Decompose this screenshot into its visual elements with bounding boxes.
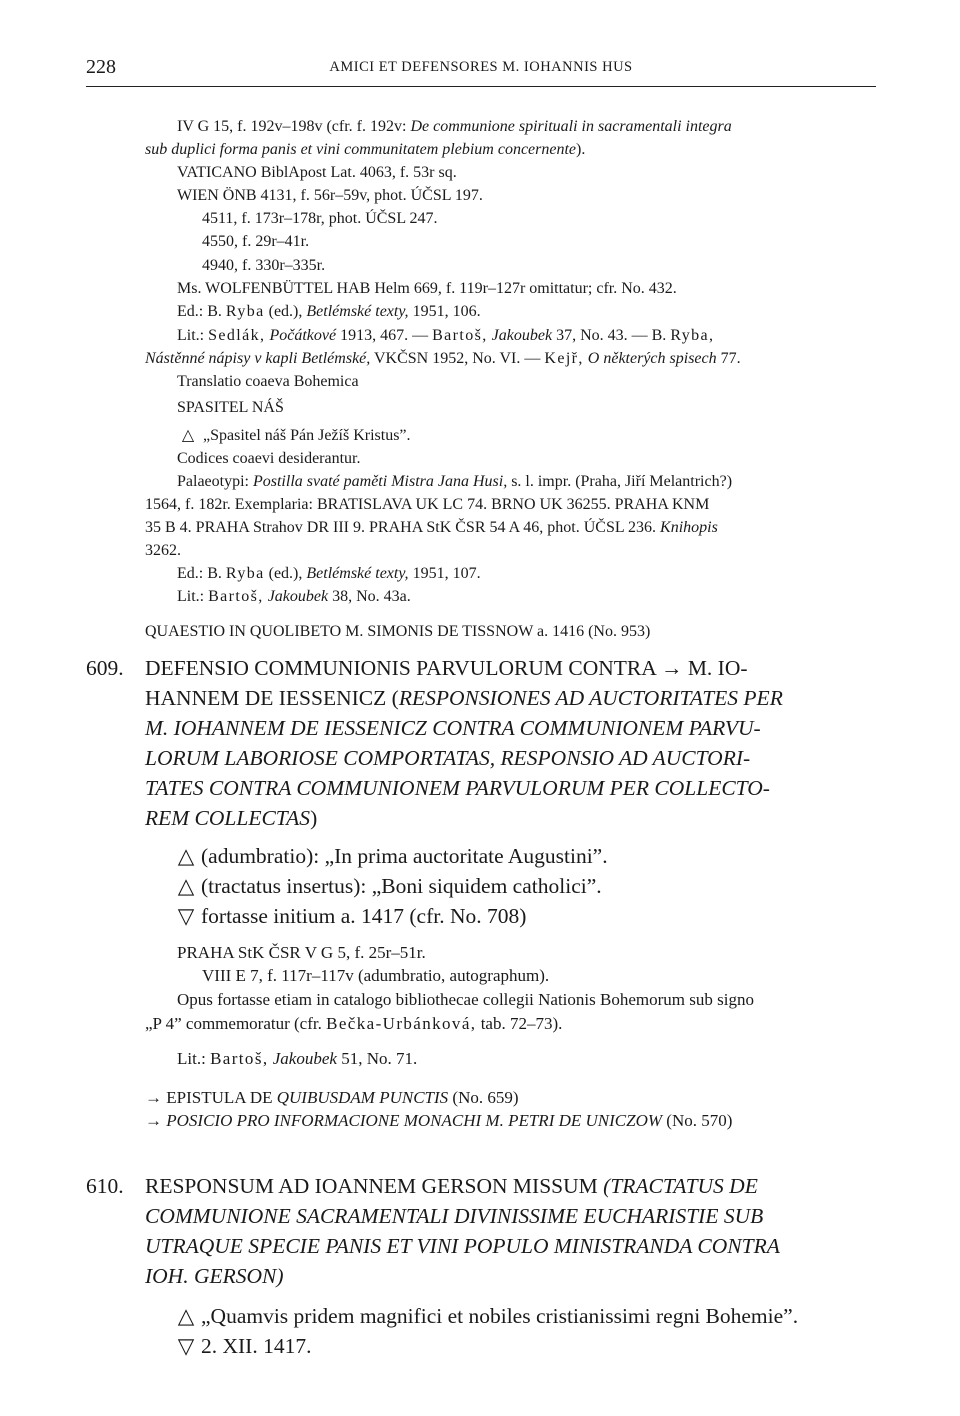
text-line: PRAHA StK ČSR V G 5, f. 25r–51r.	[177, 943, 426, 962]
text-line: sub duplici forma panis et vini communitatem plebium concernente).	[145, 141, 586, 158]
text-line: 35 B 4. PRAHA Strahov DR III 9. PRAHA StK ČSR 54 A 46, phot. ÚČSL 236. Knihopis	[145, 519, 718, 536]
arrow-icon: →	[145, 1111, 162, 1130]
text-line: VATICANO BiblApost Lat. 4063, f. 53r sq.	[177, 164, 457, 181]
entry-title: HANNEM DE IESSENICZ (RESPONSIONES AD AUCTORITATES PER	[145, 686, 783, 710]
entry-title: TATES CONTRA COMMUNIONEM PARVULORUM PER COLLECTO-	[145, 776, 770, 800]
triangle-up-icon: △	[181, 427, 195, 444]
edition-line: Ed.: B. Ryba (ed.), Betlémské texty, 1951, 107.	[177, 565, 481, 582]
entry-title: M. IOHANNEM DE IESSENICZ CONTRA COMMUNIONEM PARVU-	[145, 716, 761, 740]
literature-line: Lit.: Bartoš, Jakoubek 38, No. 43a.	[177, 588, 411, 605]
header-rule	[86, 86, 876, 87]
entry-title: LORUM LABORIOSE COMPORTATAS, RESPONSIO AD AUCTORI-	[145, 746, 751, 770]
text-line: Opus fortasse etiam in catalogo bibliothecae collegii Nationis Bohemorum sub signo	[177, 990, 754, 1009]
cross-reference: → POSICIO PRO INFORMACIONE MONACHI M. PETRI DE UNICZOW (No. 570)	[145, 1111, 733, 1130]
entry-number: 609.	[86, 656, 124, 680]
incipit-line: △ (tractatus insertus): „Boni siquidem catholici”.	[175, 872, 602, 900]
edition-line: Ed.: B. Ryba (ed.), Betlémské texty, 1951, 106.	[177, 303, 481, 320]
literature-line: Nástěnné nápisy v kapli Betlémské, VKČSN 1952, No. VI. — Kejř, O některých spisech 77.	[145, 350, 741, 367]
text-line: VIII E 7, f. 117r–117v (adumbratio, autographum).	[202, 966, 550, 985]
text-line: IV G 15, f. 192v–198v (cfr. f. 192v: De communione spirituali in sacramentali integra	[177, 118, 732, 135]
entry-title: COMMUNIONE SACRAMENTALI DIVINISSIME EUCHARISTIE SUB	[145, 1204, 764, 1228]
triangle-up-icon: △	[177, 874, 195, 898]
text-line: Ms. WOLFENBÜTTEL HAB Helm 669, f. 119r–127r omittatur; cfr. No. 432.	[177, 280, 677, 297]
triangle-down-icon: ▽	[177, 1334, 195, 1358]
entry-title: IOH. GERSON)	[145, 1264, 284, 1288]
text-line: Translatio coaeva Bohemica	[177, 373, 359, 390]
text-line: QUAESTIO IN QUOLIBETO M. SIMONIS DE TISSNOW a. 1416 (No. 953)	[145, 623, 651, 640]
running-header	[86, 56, 876, 86]
text-line: 4940, f. 330r–335r.	[202, 257, 326, 274]
triangle-up-icon: △	[177, 1304, 195, 1328]
incipit-line: △ „Quamvis pridem magnifici et nobiles cristianissimi regni Bohemie”.	[175, 1302, 798, 1330]
text-line: Palaeotypi: Postilla svaté paměti Mistra Jana Husi, s. l. impr. (Praha, Jiří Melantrich?)	[177, 473, 733, 490]
incipit-line: ▽ fortasse initium a. 1417 (cfr. No. 708)	[175, 902, 526, 930]
triangle-down-icon: ▽	[177, 904, 195, 928]
incipit-line: ▽ 2. XII. 1417.	[175, 1332, 311, 1360]
running-title: AMICI ET DEFENSORES M. IOHANNIS HUS	[329, 59, 633, 75]
page-number: 228	[86, 56, 116, 78]
section-title: SPASITEL NÁŠ	[177, 399, 284, 416]
incipit-line: △ „Spasitel náš Pán Ježíš Kristus”.	[177, 426, 411, 446]
text-line: 4550, f. 29r–41r.	[202, 233, 310, 250]
incipit-line: △ (adumbratio): „In prima auctoritate Augustini”.	[175, 842, 608, 870]
entry-title: REM COLLECTAS)	[145, 806, 318, 830]
entry-title: UTRAQUE SPECIE PANIS ET VINI POPULO MINISTRANDA CONTRA	[145, 1234, 780, 1258]
triangle-up-icon: △	[177, 844, 195, 868]
cross-reference: → EPISTULA DE QUIBUSDAM PUNCTIS (No. 659)	[145, 1088, 519, 1107]
entry-title: DEFENSIO COMMUNIONIS PARVULORUM CONTRA → M. IO-	[145, 656, 748, 680]
literature-line: Lit.: Bartoš, Jakoubek 51, No. 71.	[177, 1049, 418, 1068]
text-line: WIEN ÖNB 4131, f. 56r–59v, phot. ÚČSL 197.	[177, 187, 483, 204]
arrow-icon: →	[145, 1088, 162, 1107]
text-line: 4511, f. 173r–178r, phot. ÚČSL 247.	[202, 210, 438, 227]
text-line: 3262.	[145, 542, 181, 559]
arrow-icon: →	[660, 656, 683, 680]
text-line: 1564, f. 182r. Exemplaria: BRATISLAVA UK LC 74. BRNO UK 36255. PRAHA KNM	[145, 496, 710, 513]
literature-line: Lit.: Sedlák, Počátkové 1913, 467. — Bartoš, Jakoubek 37, No. 43. — B. Ryba,	[177, 327, 715, 344]
text-line: Codices coaevi desiderantur.	[177, 450, 361, 467]
entry-title: RESPONSUM AD IOANNEM GERSON MISSUM (TRACTATUS DE	[145, 1174, 758, 1198]
entry-number: 610.	[86, 1174, 124, 1198]
text-line: „P 4” commemoratur (cfr. Bečka-Urbánková, tab. 72–73).	[145, 1014, 563, 1033]
